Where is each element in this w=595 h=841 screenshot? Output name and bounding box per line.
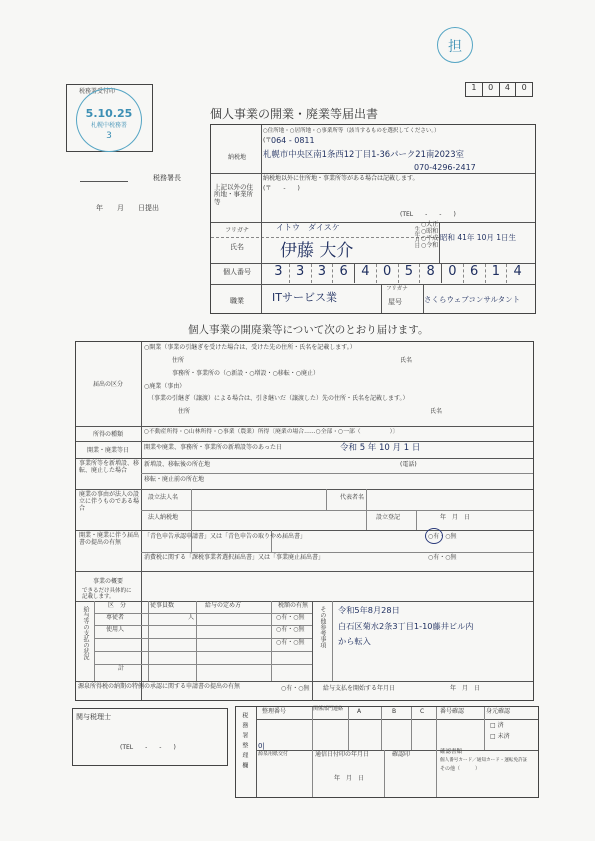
address-options: ○住所地・○居所地・○事業所等（該当するものを選択してください。） — [263, 128, 440, 134]
id-digit: 6 — [333, 264, 355, 283]
kubun-line3: ○廃業（事由） — [144, 383, 186, 390]
id-doc-other: その他（ ） — [440, 766, 481, 772]
received-number: 3 — [106, 131, 112, 141]
pay-start-ym: 年 月 日 — [450, 685, 481, 692]
id-digit: 1 — [486, 264, 508, 283]
pay-start: 給与支払を開始する年月日 — [323, 685, 396, 692]
form-number-box — [465, 82, 533, 97]
era-option: ○令和 — [421, 242, 439, 249]
office-col: 整理番号 — [262, 708, 287, 715]
check-stamp — [437, 27, 473, 63]
blue-yn1-circle — [425, 528, 443, 544]
other-ref-label: その他参考事項 — [318, 606, 326, 648]
id-digit: 4 — [355, 264, 377, 283]
summary-note: できるだけ具体的に記載します。 — [82, 588, 132, 601]
kubun-name: 氏名 — [400, 357, 413, 364]
id-digit: 3 — [312, 264, 334, 283]
pay-count: 人 — [188, 614, 195, 621]
postal-printed: (〒 — [263, 137, 272, 144]
other-postal: (〒 - ) — [263, 185, 300, 192]
office-row2: 通信日付印の年月日 — [315, 751, 370, 758]
pay-yn: ○有・○無 — [276, 626, 305, 633]
job-value: ITサービス業 — [272, 291, 337, 304]
office-col: 身元確認 — [486, 708, 511, 715]
digit-hint: 0| — [258, 742, 265, 750]
corp-label: 廃業の事由が法人の設立に伴うものである場合 — [79, 491, 140, 512]
other-tel: (TEL - - ) — [400, 211, 456, 218]
section-title: 個人事業の開廃業等について次のとおり届けます。 — [188, 324, 429, 336]
accountant-label: 関与税理士 — [76, 713, 111, 721]
date-text: 開業や廃業、事務所・事業所の新増設等のあった日 — [144, 444, 282, 451]
filing-date: 年 月 日提出 — [96, 204, 159, 212]
office-row2: 確認印 — [392, 751, 411, 758]
check-stamp-text: 担 — [448, 39, 462, 55]
id-digit: 8 — [420, 264, 442, 283]
withholding-label: 源泉所得税の納期の特例の承認に関する申請書の提出の有無 — [78, 683, 241, 690]
id-number-label: 個人番号 — [223, 268, 251, 276]
form-title: 個人事業の開業・廃業等届出書 — [210, 107, 379, 121]
pay-header: 区 分 — [108, 602, 127, 609]
check-yes: □ 済 — [490, 722, 504, 729]
furigana2-label: フリガナ — [386, 286, 408, 292]
office-ymd: 年 月 日 — [334, 775, 365, 782]
blue-label: 開業・廃業に伴う届出書の提出の有無 — [79, 532, 140, 546]
furigana-value: イトウ ダイスケ — [276, 223, 340, 232]
office-col: B — [392, 708, 397, 715]
pay-kind: 使用人 — [106, 626, 125, 633]
office-col: 関係部門連絡 — [313, 706, 344, 712]
id-digit: 0 — [442, 264, 464, 283]
other-ref-value: 令和5年8月28日 白石区菊水2条3丁目1-10藤井ビル内 から転入 — [338, 605, 474, 647]
address-tel: 070-4296-2417 — [414, 163, 476, 172]
pay-yn: ○有・○無 — [276, 639, 305, 646]
kubun-addr: 住所 — [172, 357, 185, 364]
form-number-digit: 1 — [466, 83, 483, 96]
id-doc-text: 個人番号カード／通知カード・運転免許証 — [440, 758, 528, 763]
pay-header: 税額の有無 — [278, 602, 309, 609]
office-col: 番号確認 — [440, 708, 465, 715]
corp-addr: 法人納税地 — [148, 514, 179, 521]
income-options: ○不動産所得・○山林所得・○事業（農業）所得〔廃業の場合……○全部・○一部（ ）〕 — [144, 429, 399, 435]
address-value: 札幌市中央区南1条西12丁目1-36パーク21南2023室 — [263, 149, 464, 159]
accountant-tel: (TEL - - ) — [120, 744, 176, 751]
office-col: C — [420, 708, 425, 715]
office-use-label: 税務署整理欄 — [240, 712, 248, 772]
form-number-digit: 0 — [521, 83, 527, 92]
corp-rep: 代表者名 — [340, 494, 365, 501]
income-label: 所得の種類 — [92, 431, 123, 438]
office-col: A — [357, 708, 362, 715]
summary-label: 事業の概要 — [92, 578, 123, 585]
check-no: □ 未済 — [490, 733, 510, 740]
pay-kind: 計 — [118, 665, 125, 672]
name-label: 氏名 — [230, 243, 244, 251]
blue-line2: 消費税に関する「課税事業者選択届出書」又は「事業廃止届出書」 — [144, 554, 325, 561]
kubun-line4: （事業の引継ぎ（譲渡）による場合は、引き継いだ（譲渡した）先の住所・氏名を記載します。） — [148, 395, 409, 402]
received-date: 5.10.25 — [85, 107, 133, 120]
form-number-digit: 4 — [500, 83, 517, 96]
other-address-note: 納税地以外に住所地・事業所等がある場合は記載します。 — [263, 175, 419, 182]
name-value: 伊藤 大介 — [280, 241, 354, 261]
kubun-label: 届出の区分 — [92, 381, 123, 388]
corp-name: 設立法人名 — [148, 494, 179, 501]
id-digit: 5 — [399, 264, 421, 283]
furigana-label: フリガナ — [225, 227, 249, 234]
pay-header: 給与の定め方 — [205, 602, 242, 609]
trade-label: 屋号 — [388, 298, 402, 306]
id-digit: 3 — [268, 264, 290, 283]
withholding-yn: ○有・○無 — [281, 685, 310, 692]
trade-value: さくらウェブコンサルタント — [424, 295, 521, 304]
office-suffix: 税務署長 — [153, 174, 181, 182]
office-old: 移転・廃止前の所在地 — [144, 476, 205, 483]
corp-ym: 年 月 日 — [440, 514, 471, 521]
address-label: 納税地 — [227, 154, 246, 161]
other-address-label: 上記以外の住所地・事業所等 — [214, 183, 253, 206]
received-stamp — [76, 88, 142, 152]
birth-value: 昭和 41年 10月 1日生 — [440, 233, 517, 242]
received-office: 札幌中税務署 — [90, 122, 127, 129]
pay-label: 給与等の支払の状況 — [82, 606, 89, 660]
office-row2: 源泉用紙交付 — [258, 751, 289, 757]
kubun-line2: 事務所・事業所の（○新設・○増設・○移転・○廃止） — [172, 370, 319, 377]
pay-yn: ○有・○無 — [276, 614, 305, 621]
date-label: 開業・廃業等日 — [86, 447, 129, 454]
kubun-name2: 氏名 — [430, 408, 443, 415]
pay-header: 従事員数 — [150, 602, 175, 609]
id-digit: 3 — [290, 264, 312, 283]
job-label: 職業 — [230, 297, 244, 305]
blue-yn2: ○有・○無 — [428, 554, 457, 561]
office-label: 事業所等を新増設、移転、廃止した場合 — [79, 460, 140, 474]
id-doc-label: 確認書類 — [440, 749, 463, 755]
id-number-grid — [268, 264, 528, 283]
kubun-addr2: 住所 — [178, 408, 191, 415]
id-digit: 6 — [464, 264, 486, 283]
form-number-digit: 0 — [483, 83, 500, 96]
era-option: ○大正 — [421, 221, 439, 228]
era-option: ○昭和 — [421, 228, 439, 235]
id-digit: 0 — [377, 264, 399, 283]
pay-kind: 専従者 — [106, 614, 125, 621]
office-tel: (電話) — [400, 461, 417, 468]
blue-yn1: ○有・○無 — [428, 533, 457, 540]
office-new: 新増設、移転後の所在地 — [144, 461, 211, 468]
received-label: 税務署受付印 — [79, 88, 116, 95]
postal-code: 064 - 0811 — [271, 136, 315, 145]
id-digit: 4 — [513, 264, 522, 279]
birth-label: 生年月日 — [413, 226, 420, 248]
blue-line1: 「青色申告承認申請書」又は「青色申告の取りやめ届出書」 — [144, 533, 307, 540]
kubun-line1: ○開業（事業の引継ぎを受けた場合は、受けた先の住所・氏名を記載します。） — [144, 344, 356, 351]
era-option: ○平成 — [421, 235, 439, 242]
date-value: 令和 5 年 10 月 1 日 — [340, 443, 421, 453]
corp-date: 設立登記 — [376, 514, 401, 521]
